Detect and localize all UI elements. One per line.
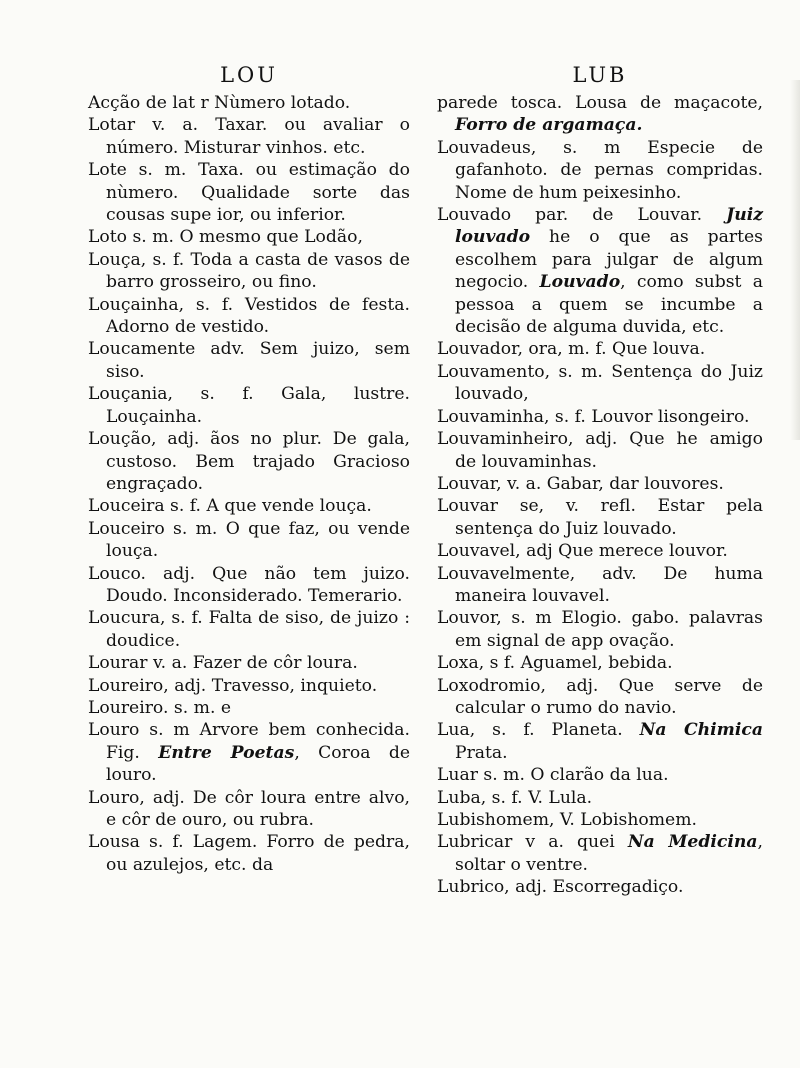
- dictionary-entry: Louvor, s. m Elogio. gabo. palavras em signal de app ovação.: [437, 608, 763, 651]
- dictionary-entry: Acção de lat r Nùmero lotado.: [88, 93, 351, 113]
- dictionary-entry: Louro s. m Arvore bem conhecida. Fig. Entre Poetas, Coroa de louro.: [88, 720, 411, 786]
- dictionary-entry: Louvaminha, s. f. Louvor lisongeiro.: [437, 406, 750, 427]
- left-running-header: LOU: [220, 63, 278, 87]
- dictionary-entry: parede tosca. Lousa de maçacote, Forro de argamaça.: [437, 93, 763, 136]
- dictionary-entry: Lubricar v a. quei Na Medicina, soltar o ventre.: [437, 832, 763, 875]
- left-entries: [88, 92, 410, 876]
- dictionary-entry: Louco. adj. Que não tem juizo. Doudo. Inconsiderado. Temerario.: [88, 563, 410, 606]
- dictionary-entry: Lourar v. a. Fazer de côr loura.: [88, 653, 358, 674]
- page-edge-shadow: [790, 80, 800, 440]
- dictionary-entry: Louvavel, adj Que merece louvor.: [437, 541, 728, 562]
- dictionary-entry: Louvar se, v. refl. Estar pela sentença do Juiz louvado.: [437, 496, 763, 539]
- right-running-header: LUB: [572, 63, 628, 87]
- dictionary-entry: Loureiro. s. m. e: [88, 697, 232, 718]
- dictionary-entry: Loureiro, adj. Travesso, inquieto.: [88, 675, 378, 696]
- dictionary-entry: Louçania, s. f. Gala, lustre. Louçainha.: [88, 384, 410, 427]
- dictionary-entry: Louvador, ora, m. f. Que louva.: [437, 339, 706, 360]
- dictionary-entry: Luar s. m. O clarão da lua.: [437, 765, 669, 786]
- dictionary-entry: Loucura, s. f. Falta de siso, de juizo : doudice.: [88, 608, 410, 651]
- right-column: [437, 62, 763, 899]
- dictionary-entry: Lubishomem, V. Lobishomem.: [437, 810, 697, 830]
- right-entries: [437, 92, 763, 899]
- dictionary-entry: Lotar v. a. Taxar. ou avaliar o número. Misturar vinhos. etc.: [88, 115, 410, 158]
- dictionary-entry: Louvavelmente, adv. De huma maneira louvavel.: [437, 563, 763, 606]
- dictionary-entry: Louvadeus, s. m Especie de gafanhoto. de pernas compridas. Nome de hum peixesinho.: [437, 137, 763, 203]
- dictionary-entry: Loto s. m. O mesmo que Lodão,: [88, 227, 363, 248]
- dictionary-entry: Louvado par. de Louvar. Juiz louvado he o que as partes escolhem para julgar de algum negocio. Louvado, como subst a pessoa a quem se incumbe a decisão de alguma duvida, etc.: [437, 205, 763, 338]
- left-column: [88, 62, 410, 876]
- dictionary-entry: Loucamente adv. Sem juizo, sem siso.: [88, 339, 410, 382]
- dictionary-entry: Lua, s. f. Planeta. Na Chimica Prata.: [437, 720, 763, 763]
- dictionary-entry: Loxa, s f. Aguamel, bebida.: [437, 653, 673, 674]
- dictionary-entry: Louro, adj. De côr loura entre alvo, e côr de ouro, ou rubra.: [88, 787, 410, 830]
- dictionary-entry: Loxodromio, adj. Que serve de calcular o rumo do navio.: [437, 675, 763, 718]
- dictionary-entry: Louvar, v. a. Gabar, dar louvores.: [437, 473, 724, 494]
- dictionary-entry: Louça, s. f. Toda a casta de vasos de barro grosseiro, ou fino.: [88, 249, 410, 293]
- dictionary-entry: Loução, adj. ãos no plur. De gala, custoso. Bem trajado Gracioso engraçado.: [88, 429, 410, 494]
- dictionary-entry: Luba, s. f. V. Lula.: [437, 787, 593, 808]
- dictionary-entry: Louvaminheiro, adj. Que he amigo de louvaminhas.: [437, 429, 763, 472]
- dictionary-entry: Lousa s. f. Lagem. Forro de pedra, ou azulejos, etc. da: [88, 832, 410, 875]
- dictionary-entry: Louvamento, s. m. Sentença do Juiz louvado,: [437, 361, 763, 405]
- dictionary-entry: Louceira s. f. A que vende louça.: [88, 496, 372, 517]
- dictionary-entry: Louçainha, s. f. Vestidos de festa. Adorno de vestido.: [88, 294, 410, 338]
- dictionary-entry: Lubrico, adj. Escorregadiço.: [437, 877, 684, 898]
- dictionary-entry: Lote s. m. Taxa. ou estimação do nùmero. Qualidade sorte das cousas supe ior, ou inferior.: [88, 160, 410, 226]
- dictionary-entry: Louceiro s. m. O que faz, ou vende louça.: [88, 518, 410, 562]
